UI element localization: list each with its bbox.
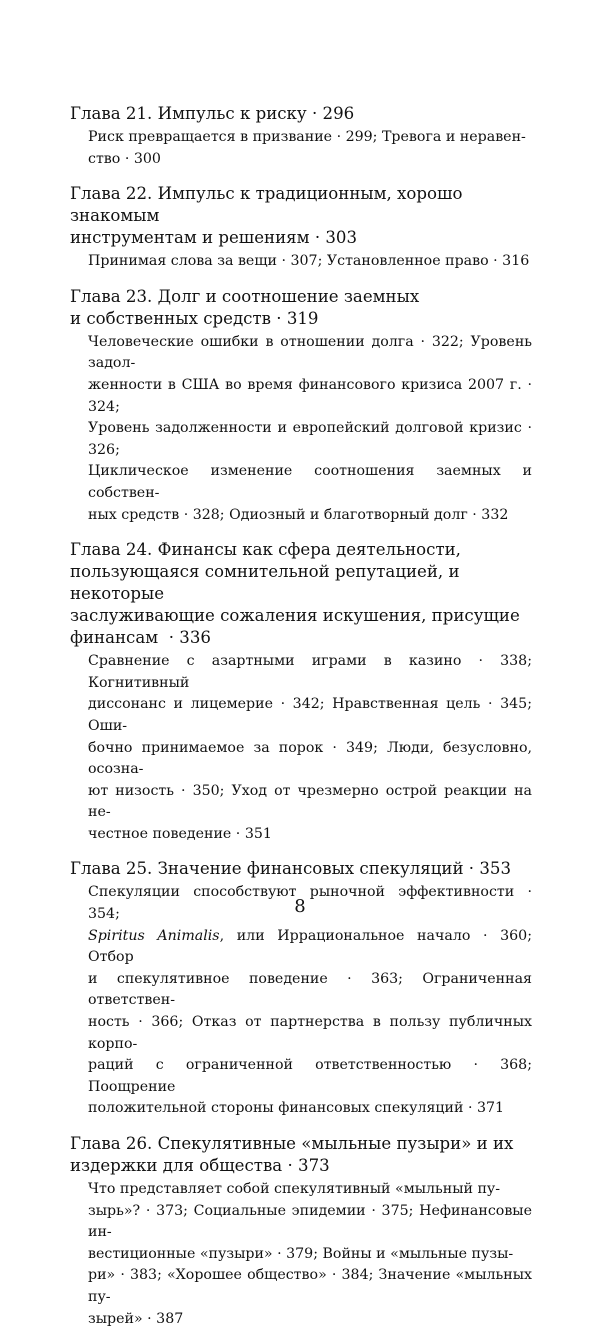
chapter-title-line: Глава 24. Финансы как сфера деятельности, — [70, 540, 461, 560]
section-line: честное поведение · 351 — [88, 825, 272, 842]
chapter-page: 353 — [479, 859, 512, 879]
chapter-title-line: издержки для общества — [70, 1156, 283, 1175]
section-line: и спекулятивное поведение · 363; Ограниченная ответствен- — [88, 970, 532, 1009]
section-line: вестиционные «пузыри» · 379; Войны и «мыльные пузы- — [88, 1245, 514, 1262]
chapter-sections — [88, 651, 532, 845]
separator: · — [282, 1156, 299, 1175]
section-line: раций с ограниченной ответственностью · 368; Поощрение — [88, 1057, 532, 1095]
section-line: ют низость · 350; Уход от чрезмерно острой реакции на не- — [88, 782, 532, 821]
section-line: зырь»? · 373; Социальные эпидемии · 375; Нефинансовые ин- — [88, 1202, 532, 1241]
section-line: Циклическое изменение соотношения заемных и собствен- — [88, 463, 532, 501]
chapter-title-line: и собственных средств — [70, 308, 271, 328]
chapter-sections — [88, 1179, 532, 1330]
chapter-title-line: финансам — [70, 628, 164, 648]
chapter-23 — [70, 286, 532, 526]
chapter-title-line: Глава 26. Спекулятивные «мыльные пузыри» и их — [70, 1134, 514, 1153]
section-line: Что представляет собой спекулятивный «мыльный пу- — [88, 1181, 501, 1197]
section-line: Принимая слова за вещи · 307; Установленное право · 316 — [88, 253, 530, 270]
separator: · — [306, 104, 323, 123]
section-line: ство · 300 — [88, 150, 161, 167]
chapter-22 — [70, 183, 532, 273]
chapter-sections — [88, 882, 532, 1120]
chapter-sections — [88, 127, 532, 170]
chapter-21 — [70, 103, 532, 170]
section-line: положительной стороны финансовых спекуляций · 371 — [88, 1100, 505, 1117]
table-of-contents — [70, 103, 532, 1343]
chapter-title-line: Глава 21. Импульс к риску — [70, 104, 307, 123]
section-line: женности в США во время финансового кризиса 2007 г. · 324; — [88, 376, 532, 415]
chapter-title-line: пользующаяся сомнительной репутацией, и некоторые — [70, 562, 460, 604]
section-line: Риск превращается в призвание · 299; Тревога и неравен- — [88, 129, 526, 145]
chapter-page: 373 — [298, 1156, 330, 1175]
chapter-title-line: Глава 22. Импульс к традиционным, хорошо знакомым — [70, 184, 463, 226]
separator: · — [463, 859, 480, 879]
chapter-title — [70, 539, 532, 649]
chapter-title-line: Глава 23. Долг и соотношение заемных — [70, 286, 420, 306]
chapter-page: 319 — [286, 308, 319, 328]
section-line: зырей» · 387 — [88, 1310, 184, 1327]
italic-phrase: Spiritus Animalis — [88, 927, 220, 944]
separator: · — [270, 308, 287, 328]
chapter-26 — [70, 1133, 532, 1330]
chapter-page: 336 — [179, 628, 211, 648]
section-line: ри» · 383; «Хорошее общество» · 384; Значение «мыльных пу- — [88, 1267, 532, 1305]
chapter-sections — [88, 251, 532, 273]
separator: · — [309, 228, 326, 248]
chapter-title — [70, 1133, 532, 1177]
section-line: Человеческие ошибки в отношении долга · 322; Уровень задол- — [88, 333, 532, 372]
chapter-page: 296 — [322, 104, 355, 123]
chapter-title-line: инструментам и решениям — [70, 228, 310, 248]
section-line: диссонанс и лицемерие · 342; Нравственная цель · 345; Оши- — [88, 696, 532, 734]
section-line: бочно принимаемое за порок · 349; Люди, безусловно, осозна- — [88, 739, 532, 778]
chapter-title — [70, 103, 532, 125]
chapter-title — [70, 858, 532, 880]
section-line: Уровень задолженности и европейский долговой кризис · 326; — [88, 420, 532, 458]
chapter-title-line: заслуживающие сожаления искушения, присущие — [70, 606, 520, 626]
chapter-sections — [88, 332, 532, 526]
chapter-24 — [70, 539, 532, 845]
chapter-title — [70, 183, 532, 249]
chapter-title-line: Глава 25. Значение финансовых спекуляций — [70, 859, 464, 879]
section-line: Спекуляции способствуют рыночной эффективности · 354; — [88, 884, 532, 923]
section-line: ность · 366; Отказ от партнерства в пользу публичных корпо- — [88, 1014, 532, 1052]
section-line: Сравнение с азартными играми в казино · 338; Когнитивный — [88, 653, 532, 691]
section-line: Spiritus Animalis, или Иррациональное начало · 360; Отбор — [88, 927, 532, 966]
separator: · — [163, 628, 180, 648]
page-number: 8 — [294, 896, 306, 917]
chapter-title — [70, 286, 532, 330]
section-line: ных средств · 328; Одиозный и благотворный долг · 332 — [88, 506, 509, 523]
chapter-page: 303 — [325, 228, 358, 248]
